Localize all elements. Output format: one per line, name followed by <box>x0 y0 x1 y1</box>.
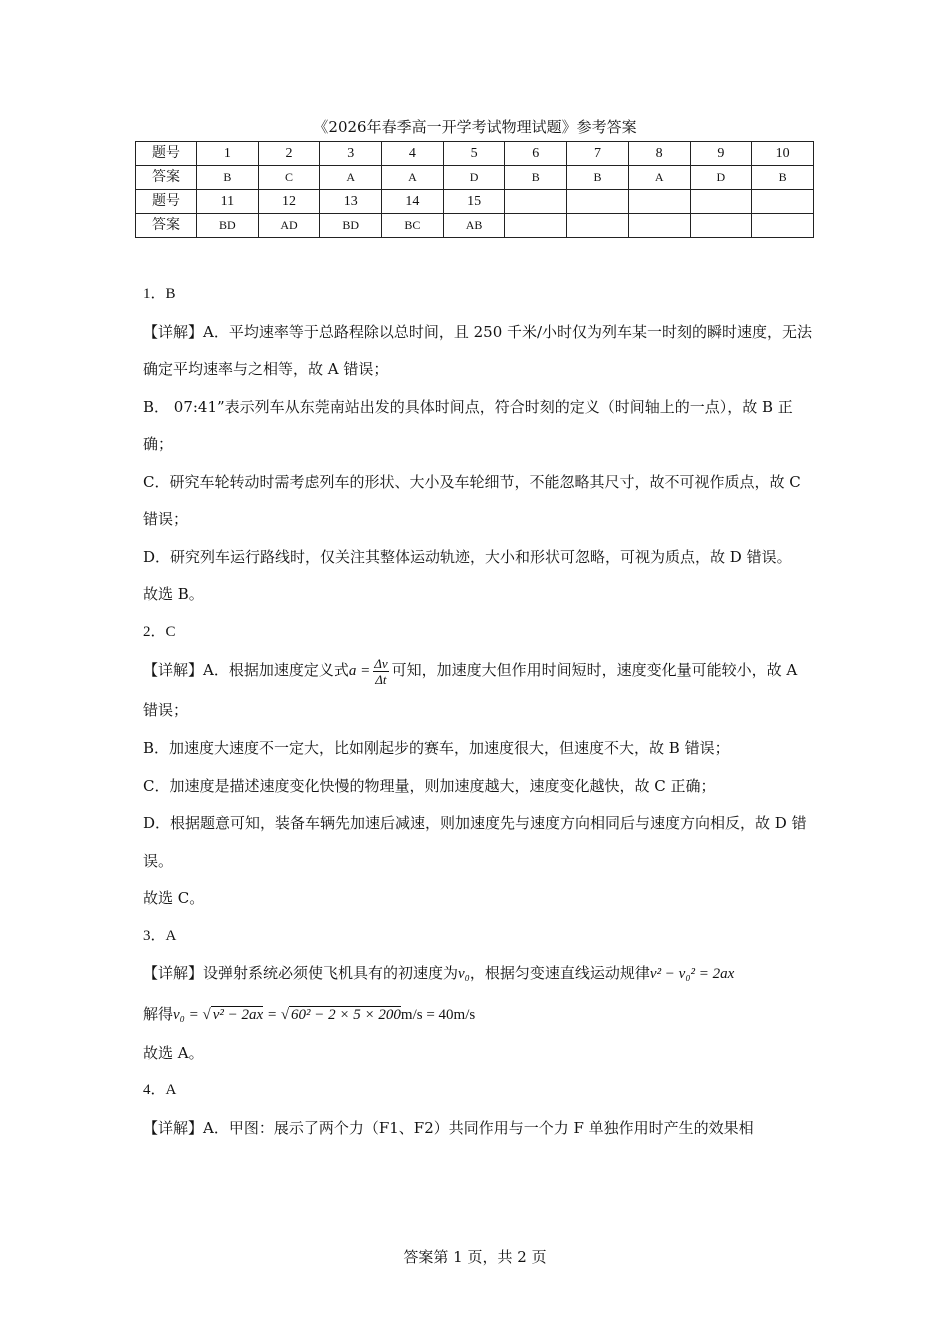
table-cell <box>690 190 752 214</box>
table-row-answers-2 <box>136 214 814 238</box>
question-2-option-d: D．根据题意可知，装备车辆先加速后减速，则加速度先与速度方向相同后与速度方向相反，故 D 错误。 <box>143 814 807 870</box>
solution-result: m/s = 40m/s <box>400 1006 476 1023</box>
question-3-text-before: 【详解】设弹射系统必须使飞机具有的初速度为 <box>143 964 459 982</box>
table-cell: A <box>320 166 382 190</box>
table-cell <box>567 190 629 214</box>
table-cell <box>505 214 567 238</box>
fraction-denominator: Δt <box>375 671 387 687</box>
table-cell: 13 <box>320 190 382 214</box>
table-cell: D <box>690 166 752 190</box>
table-cell <box>690 214 752 238</box>
table-cell: 14 <box>382 190 444 214</box>
question-2-option-a-text-before: 【详解】A．根据加速度定义式 <box>143 661 349 679</box>
table-cell: 1 <box>197 142 259 166</box>
question-2-heading: 2．C <box>143 623 176 640</box>
page-footer: 答案第 1 页，共 2 页 <box>403 1248 547 1266</box>
sqrt-sign: √ <box>202 1006 211 1023</box>
question-1-option-d: D．研究列车运行路线时，仅关注其整体运动轨迹，大小和形状可忽略，可视为质点，故 D 错误。 <box>143 547 792 566</box>
table-cell: B <box>505 166 567 190</box>
sqrt-expression-2: 60² − 2 × 5 × 200 <box>291 1006 401 1023</box>
table-cell: B <box>752 166 814 190</box>
table-answer-label: 答案 <box>136 166 197 190</box>
question-3-text-middle: ，根据匀变速直线运动规律 <box>469 964 650 982</box>
table-cell: 6 <box>505 142 567 166</box>
question-2-option-a <box>143 651 815 730</box>
sqrt-expression-1: v² − 2ax <box>212 1006 264 1023</box>
table-cell <box>752 190 814 214</box>
question-3-line-2 <box>143 994 815 1035</box>
table-cell <box>752 214 814 238</box>
table-cell: A <box>382 166 444 190</box>
table-cell: AB <box>443 214 505 238</box>
table-cell <box>567 214 629 238</box>
question-2-option-a-text-after: 可知，加速度大但作用时间短时，速度变化量可能较小，故 A 错误； <box>143 661 798 719</box>
table-header-label: 题号 <box>136 190 197 214</box>
question-1-option-a: 【详解】A．平均速率等于总路程除以总时间，且 250 千米/小时仅为列车某一时刻的瞬时速度，无法确定平均速率与之相等，故 A 错误； <box>143 322 813 378</box>
table-cell: D <box>443 166 505 190</box>
question-3-heading: 3．A <box>143 927 177 944</box>
question-1-option-c: C．研究车轮转动时需考虑列车的形状、大小及车轮细节，不能忽略其尺寸，故不可视作质点，故 C 错误； <box>143 472 801 528</box>
document-title: 《2026年春季高一开学考试物理试题》参考答案 <box>313 118 637 136</box>
acceleration-formula-lhs: a = <box>348 663 371 679</box>
answer-table <box>135 141 814 238</box>
question-3-solve-label: 解得 <box>143 1004 174 1023</box>
table-cell: C <box>258 166 320 190</box>
table-cell: B <box>567 166 629 190</box>
table-cell <box>505 190 567 214</box>
table-cell: 3 <box>320 142 382 166</box>
table-cell: 5 <box>443 142 505 166</box>
table-cell: BC <box>382 214 444 238</box>
question-1-option-b: B． 07:41”表示列车从东莞南站出发的具体时间点，符合时刻的定义（时间轴上的一点），故 B 正确； <box>143 397 793 453</box>
table-cell: 10 <box>752 142 814 166</box>
table-cell: BD <box>320 214 382 238</box>
question-4-option-a: 【详解】A．甲图：展示了两个力（F1、F2）共同作用与一个力 F 单独作用时产生的效果相 <box>143 1118 754 1137</box>
table-cell: BD <box>197 214 259 238</box>
fraction-numerator: Δv <box>374 655 388 671</box>
table-cell: B <box>197 166 259 190</box>
table-cell: 9 <box>690 142 752 166</box>
table-cell: AD <box>258 214 320 238</box>
table-header-label: 题号 <box>136 142 197 166</box>
solutions-body <box>143 276 815 1147</box>
table-cell <box>628 190 690 214</box>
kinematics-formula: v² − v₀² = 2ax <box>649 966 735 982</box>
initial-velocity-symbol: v₀ <box>458 966 470 982</box>
equals-sign: = <box>263 1006 281 1023</box>
solution-lhs: v₀ = <box>173 1006 203 1023</box>
question-2-conclusion: 故选 C。 <box>143 889 205 907</box>
acceleration-fraction <box>373 656 388 687</box>
table-cell: 4 <box>382 142 444 166</box>
question-1-heading: 1．B <box>143 286 176 302</box>
question-3-line-1 <box>143 955 815 994</box>
table-row-answers-1 <box>136 166 814 190</box>
question-1-conclusion: 故选 B。 <box>143 585 204 603</box>
table-cell: 2 <box>258 142 320 166</box>
table-row-numbers-1 <box>136 142 814 166</box>
table-cell <box>628 214 690 238</box>
table-cell: A <box>628 166 690 190</box>
table-cell: 12 <box>258 190 320 214</box>
question-3-conclusion: 故选 A。 <box>143 1043 204 1062</box>
table-cell: 8 <box>628 142 690 166</box>
sqrt-sign: √ <box>280 1006 290 1023</box>
question-4-heading: 4．A <box>143 1082 177 1098</box>
question-2-option-b: B．加速度大速度不一定大，比如刚起步的赛车，加速度很大，但速度不大，故 B 错误； <box>143 739 730 757</box>
table-cell: 15 <box>443 190 505 214</box>
table-cell: 7 <box>567 142 629 166</box>
question-2-option-c: C．加速度是描述速度变化快慢的物理量，则加速度越大，速度变化越快，故 C 正确； <box>143 776 716 795</box>
table-answer-label: 答案 <box>136 214 197 238</box>
table-cell: 11 <box>197 190 259 214</box>
table-row-numbers-2 <box>136 190 814 214</box>
